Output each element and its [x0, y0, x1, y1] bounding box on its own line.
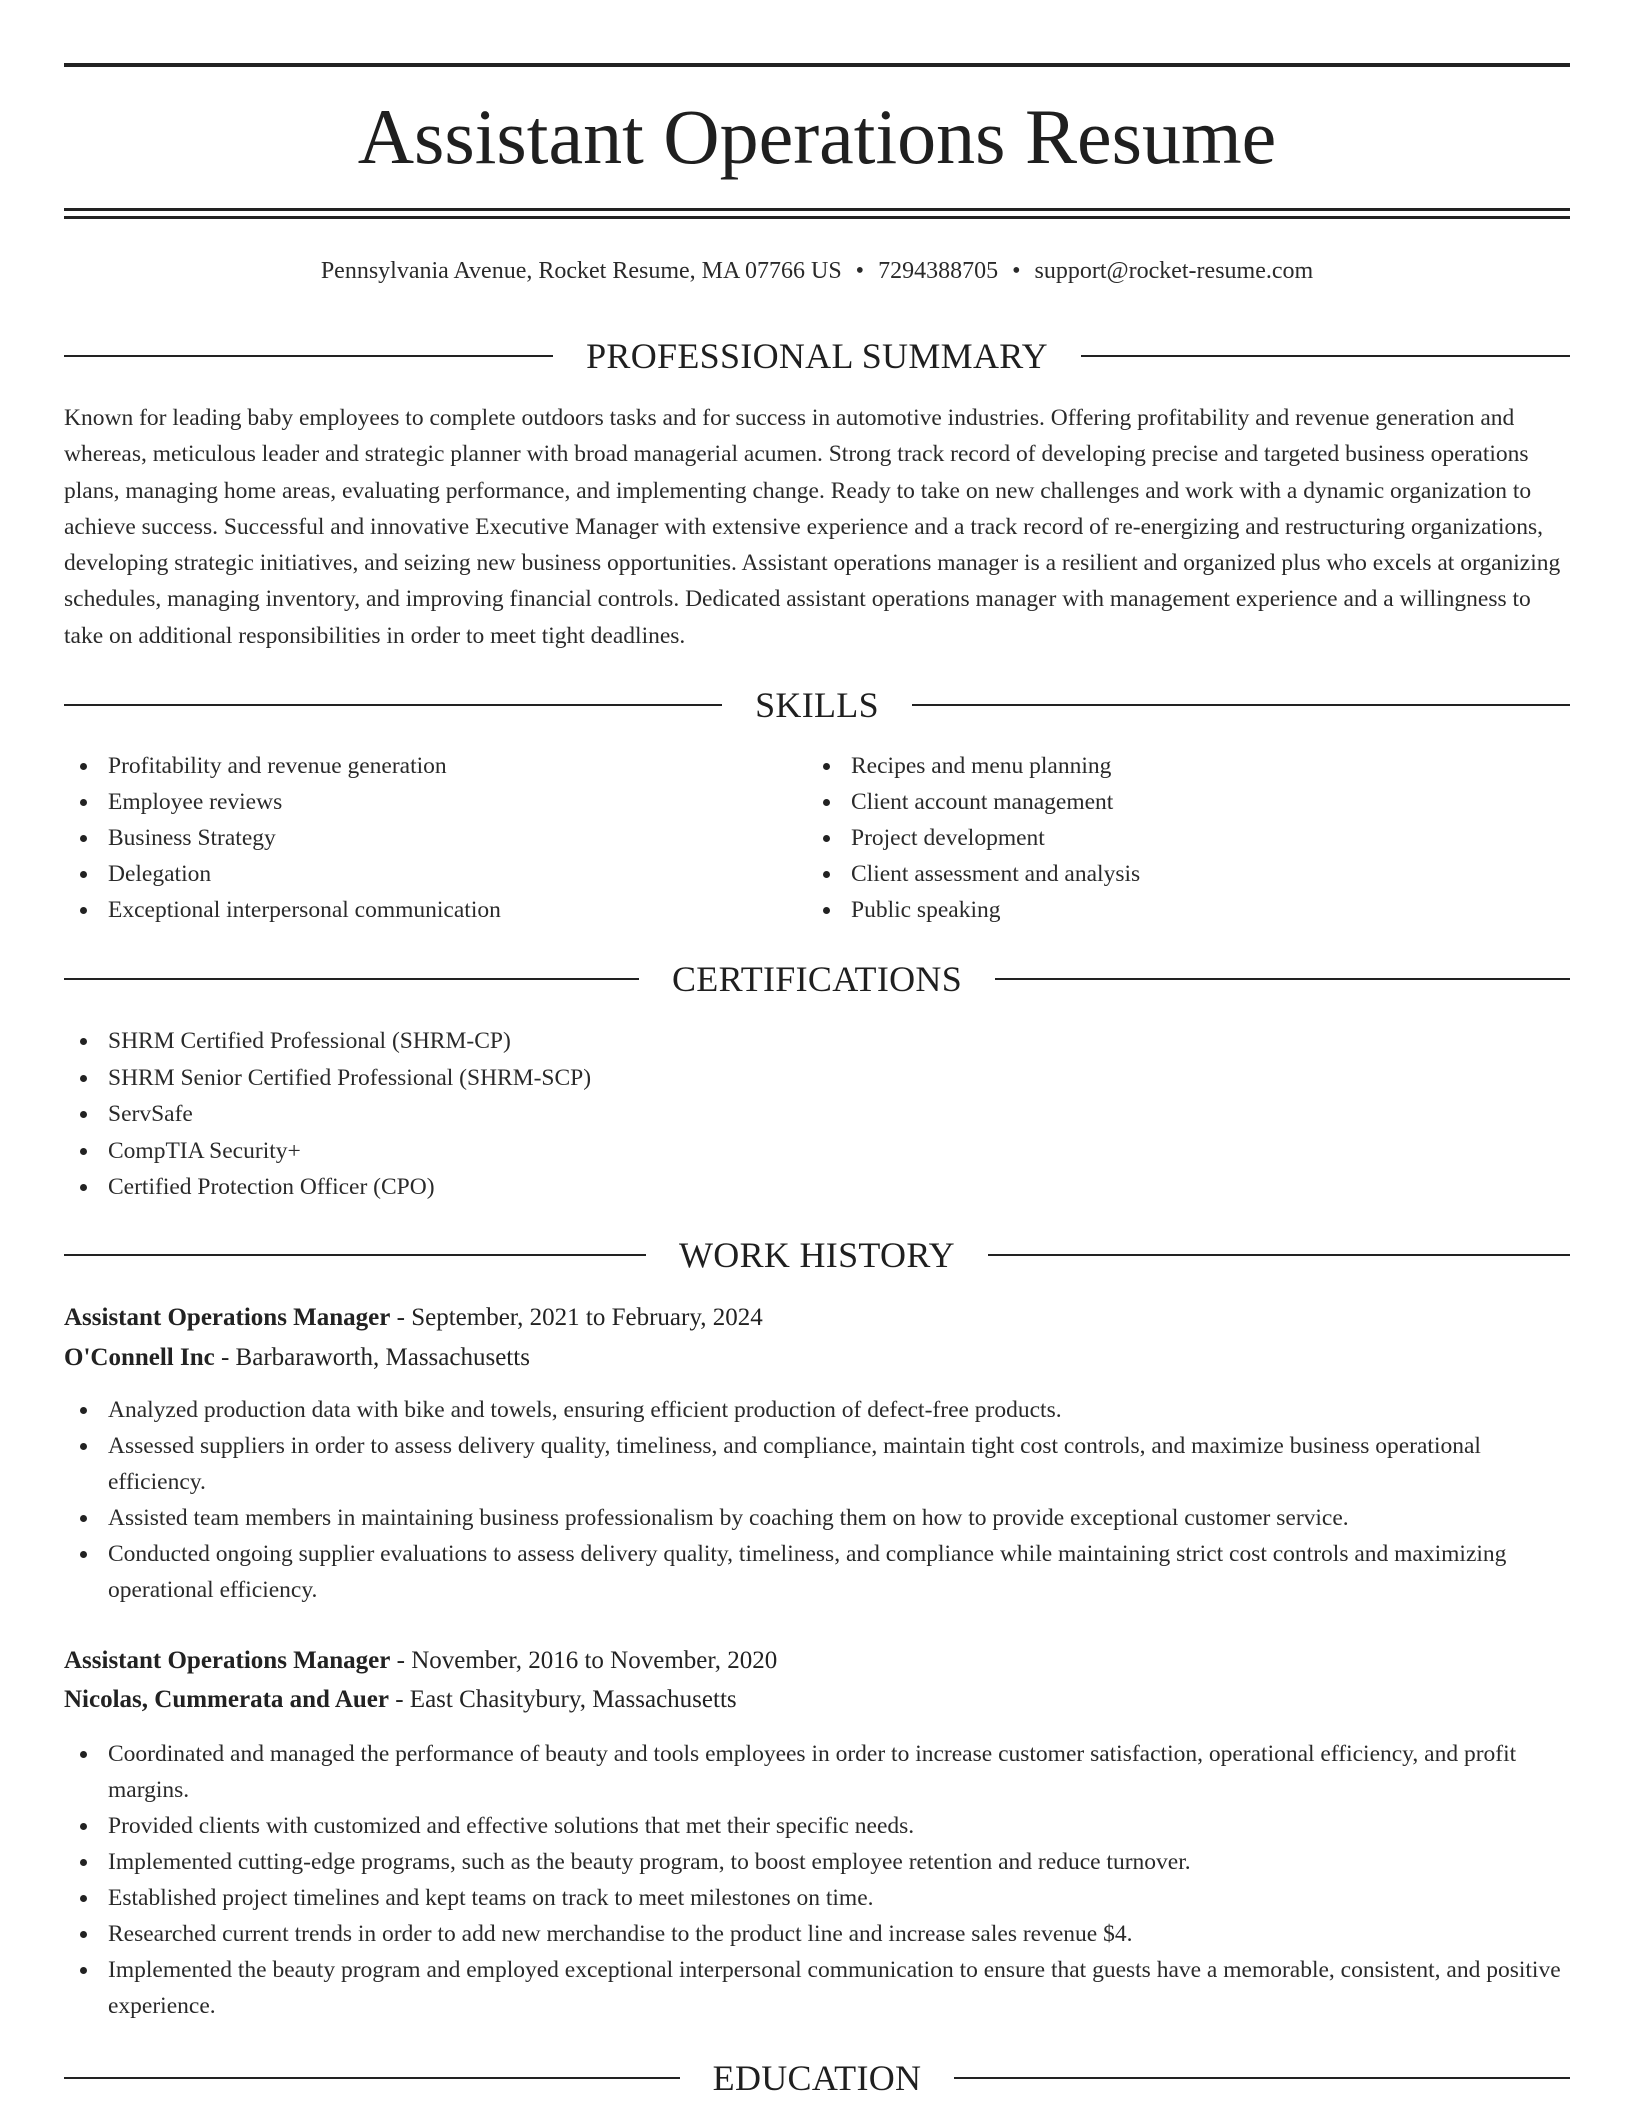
- job-company-line: [64, 1340, 530, 1376]
- skills-list-right: [807, 748, 1567, 928]
- job-bullet: Implemented cutting-edge programs, such as the beauty program, to boost employee retention and reduce turnover.: [64, 1844, 1570, 1880]
- skill-item: Project development: [807, 820, 1567, 856]
- section-rule: [954, 2077, 1570, 2079]
- summary-paragraph: Known for leading baby employees to complete outdoors tasks and for success in automotive industries. Offering profitability and revenue generation and whereas, meticulous leader and strategic planner with broad managerial acumen. Strong track record of developing precise and targeted business operations plans, managing home areas, evaluating performance, and implementing change. Ready to take on new challenges and work with a dynamic organization to achieve success. Successful and innovative Executive Manager with extensive experience and a track record of re-energizing and restructuring organizations, developing strategic initiatives, and seizing new business opportunities. Assistant operations manager is a resilient and organized plus who excels at organizing schedules, managing inventory, and improving financial controls. Dedicated assistant operations manager with management experience and a willingness to take on additional responsibilities in order to meet tight deadlines.: [64, 405, 1561, 649]
- job-bullet: Established project timelines and kept teams on track to meet milestones on time.: [64, 1880, 1570, 1916]
- section-rule: [64, 355, 553, 357]
- section-rule: [988, 1254, 1570, 1256]
- certification-item: CompTIA Security+: [64, 1133, 1570, 1170]
- skill-item: Client account management: [807, 784, 1567, 820]
- job-company: Nicolas, Cummerata and Auer: [64, 1686, 389, 1713]
- section-rule: [1081, 355, 1570, 357]
- job-bullet: Provided clients with customized and effective solutions that met their specific needs.: [64, 1808, 1570, 1844]
- section-rule: [995, 978, 1570, 980]
- job-bullet: Assessed suppliers in order to assess delivery quality, timeliness, and compliance, maintain tight cost controls, and maximize business operational efficiency.: [64, 1428, 1570, 1500]
- job-bullet: Assisted team members in maintaining business professionalism by coaching them on how to provide exceptional customer service.: [64, 1500, 1570, 1536]
- skills-list-left: [64, 748, 764, 928]
- skill-item: Recipes and menu planning: [807, 748, 1567, 784]
- job-company: O'Connell Inc: [64, 1344, 215, 1371]
- section-header-work-history: [64, 1233, 1570, 1277]
- certifications-list: [64, 1023, 1570, 1206]
- resume-title: Assistant Operations Resume: [357, 93, 1277, 180]
- section-title-work-history: WORK HISTORY: [679, 1235, 955, 1275]
- job-bullets: [64, 1736, 1570, 2024]
- job-bullet: Implemented the beauty program and employed exceptional interpersonal communication to ensure that guests have a memorable, consistent, and positive experience.: [64, 1952, 1570, 2024]
- job-location: - East Chasitybury, Massachusetts: [388, 1686, 737, 1713]
- header-double-rule-top: [64, 208, 1570, 211]
- contact-separator: •: [855, 258, 865, 284]
- skill-item: Client assessment and analysis: [807, 856, 1567, 892]
- section-title-skills: SKILLS: [755, 685, 879, 725]
- section-header-education: [64, 2056, 1570, 2100]
- job-dates: - September, 2021 to February, 2024: [390, 1304, 763, 1331]
- section-header-skills: [64, 683, 1570, 727]
- section-title-certifications: CERTIFICATIONS: [671, 959, 963, 999]
- contact-phone: 7294388705: [878, 258, 999, 284]
- section-rule: [64, 2077, 680, 2079]
- contact-separator: •: [1012, 258, 1021, 284]
- header-double-rule-bottom: [64, 216, 1570, 219]
- section-header-summary: [64, 334, 1570, 378]
- header-top-rule: [64, 63, 1570, 67]
- section-rule: [912, 704, 1570, 706]
- contact-address: Pennsylvania Avenue, Rocket Resume, MA 07766 US: [320, 258, 842, 284]
- job-title: Assistant Operations Manager: [64, 1647, 391, 1674]
- section-rule: [64, 978, 639, 980]
- contact-email[interactable]: support@rocket-resume.com: [1034, 258, 1314, 284]
- section-header-certifications: [64, 957, 1570, 1001]
- section-title-education: EDUCATION: [712, 2058, 922, 2098]
- job-bullet: Coordinated and managed the performance of beauty and tools employees in order to increase customer satisfaction, operational efficiency, and profit margins.: [64, 1736, 1570, 1808]
- job-title: Assistant Operations Manager: [64, 1304, 391, 1331]
- job-location: - Barbaraworth, Massachusetts: [214, 1344, 530, 1371]
- job-company-line: [64, 1682, 737, 1718]
- certification-item: SHRM Certified Professional (SHRM-CP): [64, 1023, 1570, 1060]
- skill-item: Delegation: [64, 856, 764, 892]
- contact-line: [64, 256, 1570, 286]
- skill-item: Employee reviews: [64, 784, 764, 820]
- certification-item: ServSafe: [64, 1096, 1570, 1133]
- section-rule: [64, 1254, 646, 1256]
- certification-item: Certified Protection Officer (CPO): [64, 1169, 1570, 1206]
- skill-item: Business Strategy: [64, 820, 764, 856]
- certification-item: SHRM Senior Certified Professional (SHRM-SCP): [64, 1060, 1570, 1097]
- job-bullets: [64, 1392, 1570, 1608]
- section-title-summary: PROFESSIONAL SUMMARY: [586, 336, 1048, 376]
- skill-item: Profitability and revenue generation: [64, 748, 764, 784]
- skill-item: Public speaking: [807, 892, 1567, 928]
- job-title-line: [64, 1300, 763, 1336]
- job-bullet: Researched current trends in order to add new merchandise to the product line and increase sales revenue $4.: [64, 1916, 1570, 1952]
- job-dates: - November, 2016 to November, 2020: [390, 1647, 778, 1674]
- job-bullet: Analyzed production data with bike and towels, ensuring efficient production of defect-free products.: [64, 1392, 1570, 1428]
- job-title-line: [64, 1643, 777, 1679]
- section-rule: [64, 704, 722, 706]
- job-bullet: Conducted ongoing supplier evaluations to assess delivery quality, timeliness, and compliance while maintaining strict cost controls and maximizing operational efficiency.: [64, 1536, 1570, 1608]
- skill-item: Exceptional interpersonal communication: [64, 892, 764, 928]
